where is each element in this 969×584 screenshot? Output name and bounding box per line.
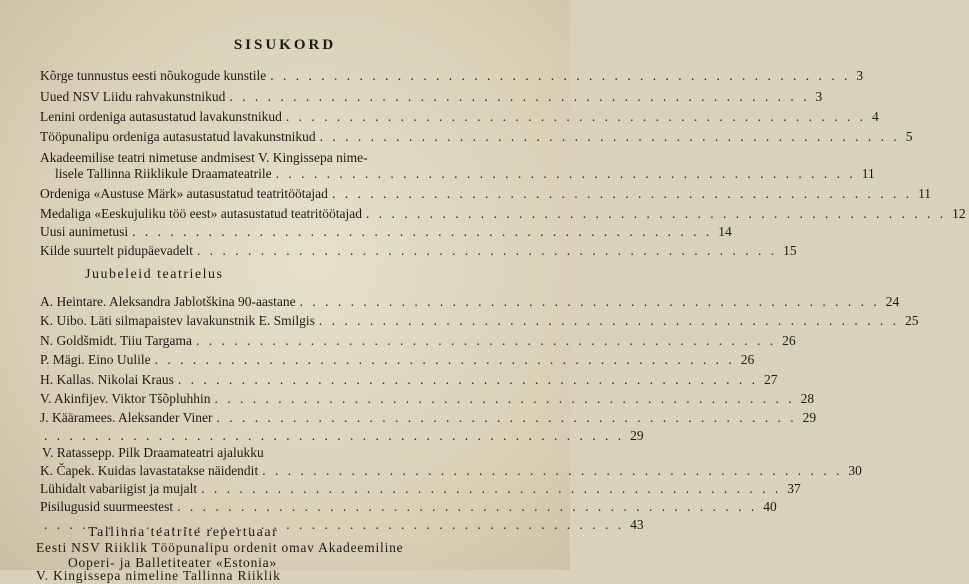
toc-entry bbox=[40, 463, 862, 479]
toc-entry-title: V. Ratassepp. Pilk Draamateatri ajalukku bbox=[42, 445, 264, 460]
page-title: SISUKORD bbox=[233, 37, 337, 53]
toc-entry-title: A. Heintare. Aleksandra Jablotškina 90-aastane bbox=[40, 294, 296, 309]
toc-entry-title: Akadeemilise teatri nimetuse andmisest V. Kingissepa nime- bbox=[40, 150, 368, 165]
dot-leader bbox=[151, 352, 735, 368]
toc-entry bbox=[40, 129, 913, 145]
toc-entry-page: 28 bbox=[800, 391, 815, 406]
toc-entry bbox=[40, 352, 755, 368]
toc-entry bbox=[40, 68, 864, 84]
toc-entry-title: Kõrge tunnustus eesti nõukogude kunstile bbox=[40, 68, 267, 83]
toc-entry bbox=[40, 224, 732, 240]
toc-entry-page: 37 bbox=[787, 481, 801, 496]
dot-leader bbox=[40, 428, 624, 444]
toc-entry-page: 5 bbox=[905, 129, 913, 144]
toc-entry-page: 3 bbox=[815, 89, 823, 104]
toc-entry-title: P. Mägi. Eino Uulile bbox=[40, 352, 151, 367]
toc-entry bbox=[40, 391, 815, 407]
repertoire-line: Eesti NSV Riiklik Tööpunalipu ordenit omav Akadeemiline bbox=[36, 540, 404, 555]
toc-entry-title: Ordeniga «Austuse Märk» autasustatud teatritöötajad bbox=[40, 186, 328, 201]
toc-entry bbox=[40, 428, 644, 444]
toc-entry-title: K. Uibo. Läti silmapaistev lavakunstnik E. Smilgis bbox=[40, 313, 315, 328]
toc-entry-title: Uued NSV Liidu rahvakunstnikud bbox=[40, 89, 226, 104]
toc-entry-title: V. Akinfijev. Viktor Tšõpluhhin bbox=[40, 391, 211, 406]
dot-leader bbox=[197, 481, 781, 497]
toc-entry-page: 29 bbox=[630, 428, 644, 443]
toc-entry bbox=[40, 89, 823, 105]
toc-entry bbox=[40, 186, 932, 202]
dot-leader bbox=[316, 129, 900, 145]
toc-entry bbox=[40, 109, 879, 125]
toc-entry bbox=[40, 333, 796, 349]
toc-entry-page: 24 bbox=[885, 294, 900, 309]
dot-leader bbox=[362, 206, 946, 222]
toc-entry-page: 29 bbox=[802, 410, 817, 425]
toc-entry-page: 43 bbox=[630, 517, 644, 532]
dot-leader bbox=[174, 372, 758, 388]
dot-leader bbox=[193, 243, 777, 259]
toc-entry-page: 40 bbox=[763, 499, 777, 514]
toc-entry bbox=[40, 481, 801, 497]
dot-leader bbox=[272, 166, 856, 182]
toc-entry-page: 30 bbox=[848, 463, 862, 478]
dot-leader bbox=[296, 294, 880, 310]
toc-entry bbox=[40, 206, 966, 222]
toc-entry-page: 4 bbox=[871, 109, 879, 124]
toc-entry-page: 27 bbox=[763, 372, 778, 387]
toc-entry-title: Lühidalt vabariigist ja mujalt bbox=[40, 481, 198, 496]
toc-entry-page: 26 bbox=[782, 333, 796, 348]
repertoire-line: Ooperi- ja Balletiteater «Estonia» bbox=[68, 555, 278, 570]
toc-entry bbox=[40, 499, 777, 515]
section-heading: Tallinna teatrite repertuaar bbox=[88, 525, 279, 540]
section-heading: Juubeleid teatrielus bbox=[85, 267, 224, 282]
dot-leader bbox=[192, 333, 776, 349]
toc-entry-title: Tööpunalipu ordeniga autasustatud lavakunstnikud bbox=[40, 129, 316, 144]
repertoire-line: V. Kingissepa nimeline Tallinna Riiklik bbox=[36, 568, 281, 583]
toc-entry-title: J. Kääramees. Aleksander Viner bbox=[40, 410, 213, 425]
toc-entry-title: H. Kallas. Nikolai Kraus bbox=[40, 372, 174, 387]
dot-leader bbox=[213, 410, 797, 426]
toc-entry bbox=[40, 372, 778, 388]
dot-leader bbox=[328, 186, 912, 202]
dot-leader bbox=[282, 109, 866, 125]
dot-leader bbox=[128, 224, 712, 240]
dot-leader bbox=[210, 391, 794, 407]
toc-entry-title: Medaliga «Eeskujuliku töö eest» autasustatud teatritöötajad bbox=[40, 206, 363, 221]
dot-leader bbox=[315, 313, 899, 329]
toc-entry-page: 15 bbox=[783, 243, 797, 258]
dot-leader bbox=[173, 499, 757, 515]
toc-entry-title: lisele Tallinna Riiklikule Draamateatrile bbox=[55, 166, 272, 181]
toc-entry-page: 11 bbox=[861, 166, 875, 181]
toc-entry bbox=[40, 410, 817, 426]
toc-entry bbox=[40, 243, 797, 259]
dot-leader bbox=[266, 68, 850, 84]
dot-leader bbox=[225, 89, 809, 105]
toc-entry bbox=[55, 166, 875, 182]
toc-entry-title: Pisilugusid suurmeestest bbox=[40, 499, 174, 514]
toc-entry-title: Lenini ordeniga autasustatud lavakunstnikud bbox=[40, 109, 282, 124]
toc-entry bbox=[40, 294, 900, 310]
toc-entry-title: N. Goldšmidt. Tiiu Targama bbox=[40, 333, 192, 348]
toc-entry-title: Kilde suurtelt pidupäevadelt bbox=[40, 243, 193, 258]
toc-entry bbox=[40, 313, 919, 329]
toc-entry-title: Uusi aunimetusi bbox=[40, 224, 129, 239]
toc-entry-page: 14 bbox=[718, 224, 732, 239]
toc-entry-page: 26 bbox=[740, 352, 755, 367]
toc-entry-page: 12 bbox=[952, 206, 966, 221]
dot-leader bbox=[258, 463, 842, 479]
toc-entry-title: K. Čapek. Kuidas lavastatakse näidendit bbox=[40, 463, 259, 478]
toc-entry-page: 25 bbox=[904, 313, 919, 328]
toc-entry-page: 3 bbox=[856, 68, 864, 83]
toc-entry-page: 11 bbox=[918, 186, 932, 201]
